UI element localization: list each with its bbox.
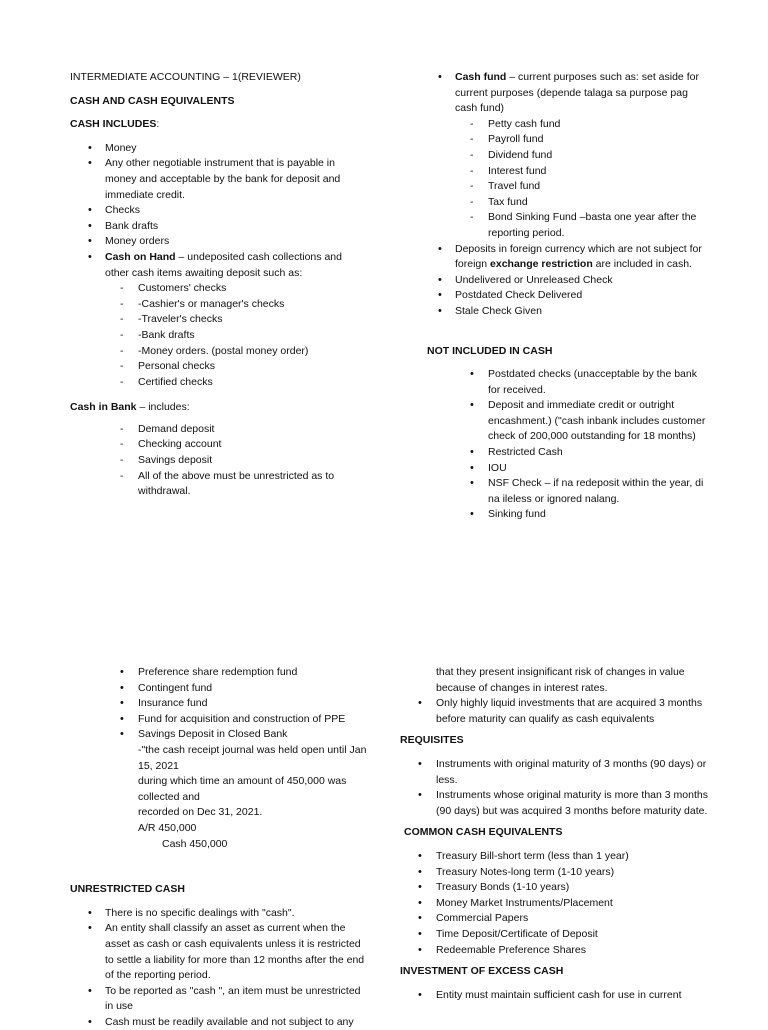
list-item: • Money [70, 141, 360, 157]
requisites-list [400, 757, 710, 819]
requisites-heading: REQUISITES [400, 734, 464, 747]
list-item: • Undelivered or Unreleased Check [420, 273, 710, 289]
list-item: • To be reported as "cash ", an item must be unrestricted in use [70, 984, 370, 1015]
sub-list-item: - Demand deposit [70, 422, 360, 438]
foreign-deposit-pre: Deposits in foreign currency which are not subject for foreign [455, 242, 702, 271]
sub-list-item: - Dividend fund [420, 148, 710, 164]
cash-in-bank-sublist [70, 422, 360, 500]
savings-closed-bank-label: Savings Deposit in Closed Bank [138, 728, 288, 741]
savings-note-line: during which time an amount of 450,000 was collected and [138, 775, 347, 803]
list-item: • Postdated Check Delivered [420, 288, 710, 304]
list-item: • Only highly liquid investments that are acquired 3 months before maturity can qualify as cash equivalents [400, 696, 710, 727]
cash-fund-text: – current purposes such as: set aside for current purposes (depende talaga sa purpose pag cash fund) [455, 71, 699, 115]
sub-list-item: - Certified checks [70, 375, 360, 391]
cash-includes-colon: : [156, 118, 160, 131]
list-item: • Stale Check Given [420, 304, 710, 320]
list-item: • IOU [420, 461, 710, 477]
list-item: • Instruments whose original maturity is more than 3 months (90 days) but was acquired 3 months before maturity date. [400, 788, 710, 819]
list-item: • An entity shall classify an asset as current when the asset as cash or cash equivalents unless it is restricted to settle a liability for more than 12 months after the end of the reporting period. [70, 921, 370, 983]
not-included-heading: NOT INCLUDED IN CASH [427, 344, 553, 357]
sub-list-item: - Petty cash fund [420, 117, 710, 133]
excess-cash-list [400, 988, 710, 1004]
list-item: • Any other negotiable instrument that is payable in money and acceptable by the bank for deposit and immediate credit. [70, 156, 360, 203]
not-included-list [420, 367, 710, 523]
cash-fund-list [420, 70, 710, 117]
list-item: • Restricted Cash [420, 445, 710, 461]
sub-list-item: - -Traveler's checks [70, 312, 360, 328]
list-item: • Entity must maintain sufficient cash for use in current [400, 988, 710, 1004]
list-item: • Checks [70, 203, 360, 219]
continued-text: that they present insignificant risk of changes in value because of changes in interest rates. [436, 666, 685, 694]
foreign-deposit-post: are included in cash. [592, 258, 692, 271]
sub-list-item: - -Bank drafts [70, 328, 360, 344]
list-item: • Money orders [70, 234, 360, 250]
savings-note-line: -"the cash receipt journal was held open until Jan 15, 2021 [138, 743, 367, 772]
sub-list-item: - All of the above must be unrestricted as to withdrawal. [70, 469, 360, 500]
cash-includes-heading [70, 117, 360, 133]
section-title: CASH AND CASH EQUIVALENTS [70, 94, 235, 107]
foreign-deposit-item [420, 242, 710, 273]
sub-list-item: - Personal checks [70, 359, 360, 375]
sub-list-item: - -Money orders. (postal money order) [70, 344, 360, 360]
list-item: • Deposit and immediate credit or outright encashment.) ("cash inbank includes customer check of 200,000 outstanding for 18 months) [420, 398, 710, 445]
cash-includes-label: CASH INCLUDES [70, 118, 157, 131]
cash-includes-list [70, 141, 360, 281]
list-item: • Commercial Papers [400, 911, 710, 927]
sub-list-item: - Interest fund [420, 164, 710, 180]
cash-in-bank-text: – includes: [136, 401, 190, 414]
cash-on-hand-label: Cash on Hand [105, 250, 176, 263]
savings-note-line: A/R 450,000 [138, 821, 197, 834]
cash-fund-sublist [420, 117, 710, 242]
liquid-list [400, 696, 710, 727]
common-equivalents-heading: COMMON CASH EQUIVALENTS [404, 826, 563, 839]
sub-list-item: - Bond Sinking Fund –basta one year after the reporting period. [420, 210, 710, 241]
sub-list-item: - -Cashier's or manager's checks [70, 297, 360, 313]
list-item [70, 727, 370, 852]
list-item: • NSF Check – if na redeposit within the year, di na ileless or ignored nalang. [420, 476, 710, 507]
cash-on-hand-text: – undeposited cash collections and other cash items awaiting deposit such as: [105, 250, 342, 279]
list-item: • Money Market Instruments/Placement [400, 896, 710, 912]
restricted-funds-list [70, 665, 370, 852]
list-item: • Fund for acquisition and construction of PPE [70, 712, 370, 728]
cash-on-hand-item [70, 250, 360, 281]
excess-cash-heading: INVESTMENT OF EXCESS CASH [400, 965, 564, 978]
list-item: • Cash must be readily available and not subject to any [70, 1015, 370, 1030]
list-item: • Treasury Bonds (1-10 years) [400, 880, 710, 896]
sub-list-item: - Savings deposit [70, 453, 360, 469]
savings-note-line: recorded on Dec 31, 2021. [138, 806, 263, 819]
cash-in-bank-heading [70, 400, 360, 416]
common-equivalents-list [400, 849, 710, 958]
list-item: • Sinking fund [420, 507, 710, 523]
list-item: • Redeemable Preference Shares [400, 943, 710, 959]
top-left-column [70, 70, 360, 500]
list-item: • Treasury Bill-short term (less than 1 year) [400, 849, 710, 865]
sub-list-item: - Customers' checks [70, 281, 360, 297]
other-cash-list [420, 242, 710, 320]
cash-on-hand-sublist [70, 281, 360, 390]
list-item: • Bank drafts [70, 219, 360, 235]
list-item: • Time Deposit/Certificate of Deposit [400, 927, 710, 943]
cash-fund-label: Cash fund [455, 71, 507, 83]
bottom-left-column [70, 665, 370, 1030]
list-item: • Insurance fund [70, 696, 370, 712]
unrestricted-list [70, 906, 370, 1030]
list-item: • Postdated checks (unacceptable by the bank for received. [420, 367, 710, 398]
list-item: • There is no specific dealings with "cash". [70, 906, 370, 922]
unrestricted-heading: UNRESTRICTED CASH [70, 883, 185, 896]
sub-list-item: - Travel fund [420, 179, 710, 195]
top-right-column [420, 70, 710, 523]
bottom-right-column [400, 665, 710, 1003]
list-item: • Preference share redemption fund [70, 665, 370, 681]
savings-note-credit: Cash 450,000 [162, 837, 228, 850]
cash-in-bank-label: Cash in Bank [70, 401, 137, 414]
sub-list-item: - Checking account [70, 437, 360, 453]
cash-fund-item [420, 70, 710, 117]
document-title: INTERMEDIATE ACCOUNTING – 1(REVIEWER) [70, 71, 301, 83]
foreign-deposit-bold: exchange restriction [490, 258, 593, 271]
list-item: • Instruments with original maturity of 3 months (90 days) or less. [400, 757, 710, 788]
sub-list-item: - Payroll fund [420, 132, 710, 148]
list-item: • Treasury Notes-long term (1-10 years) [400, 865, 710, 881]
sub-list-item: - Tax fund [420, 195, 710, 211]
list-item: • Contingent fund [70, 681, 370, 697]
